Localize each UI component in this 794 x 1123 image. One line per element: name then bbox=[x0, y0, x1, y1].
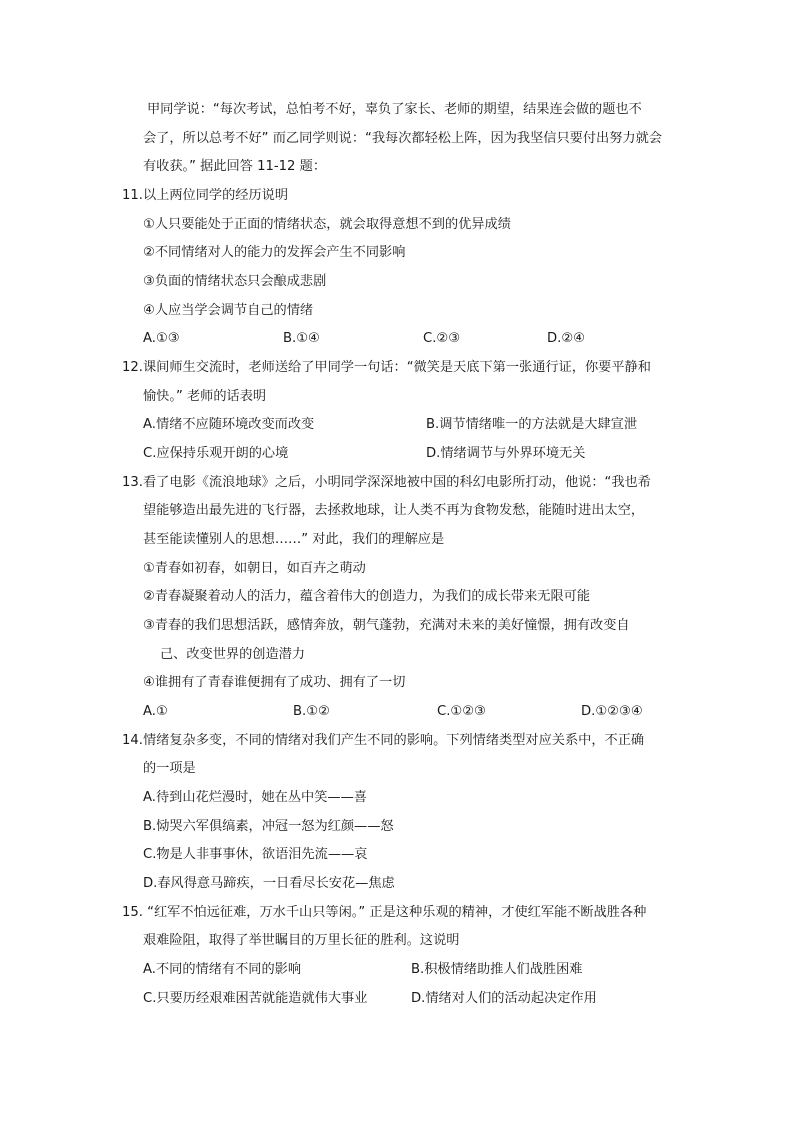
q15-stem-2: 艰难险阻，取得了举世瞩目的万里长征的胜利。这说明 bbox=[143, 933, 460, 948]
q13-stem-1: 13.看了电影《流浪地球》之后，小明同学深深地被中国的科幻电影所打动，他说：“我也希 bbox=[122, 475, 651, 490]
intro-line-3: 有收获。” 据此回答 11-12 题： bbox=[143, 159, 327, 174]
q15-option-c[interactable]: C.只要历经艰难困苦就能造就伟大事业 bbox=[143, 991, 368, 1006]
q14-option-c[interactable]: C.物是人非事事休，欲语泪先流——哀 bbox=[143, 847, 368, 862]
q14-option-d[interactable]: D.春风得意马蹄疾，一日看尽长安花—焦虑 bbox=[143, 876, 395, 891]
q14-option-b[interactable]: B.恸哭六军俱缟素，冲冠一怒为红颜——怒 bbox=[143, 819, 394, 834]
q12-stem-2: 愉快。” 老师的话表明 bbox=[143, 389, 267, 404]
q13-stem-3: 甚至能读懂别人的思想……” 对此，我们的理解应是 bbox=[143, 532, 445, 547]
q13-option-a[interactable]: A.① bbox=[143, 704, 168, 719]
q12-option-c[interactable]: C.应保持乐观开朗的心境 bbox=[143, 446, 289, 461]
intro-line-1: 甲同学说：“每次考试，总怕考不好，辜负了家长、老师的期望，结果连会做的题也不 bbox=[147, 102, 642, 117]
q15-option-b[interactable]: B.积极情绪助推人们战胜困难 bbox=[411, 962, 583, 977]
q12-option-a[interactable]: A.情绪不应随环境改变而改变 bbox=[143, 417, 315, 432]
q11-stem: 11.以上两位同学的经历说明 bbox=[122, 188, 289, 203]
q14-stem-2: 的一项是 bbox=[143, 761, 196, 776]
q14-stem-1: 14.情绪复杂多变，不同的情绪对我们产生不同的影响。下列情绪类型对应关系中，不正确 bbox=[122, 733, 645, 748]
q12-option-b[interactable]: B.调节情绪唯一的方法就是大肆宣泄 bbox=[426, 417, 638, 432]
q15-option-a[interactable]: A.不同的情绪有不同的影响 bbox=[143, 962, 302, 977]
q11-item-4: ④人应当学会调节自己的情绪 bbox=[143, 303, 314, 318]
q11-item-3: ③负面的情绪状态只会酿成悲剧 bbox=[143, 274, 327, 289]
q13-item-4: ④谁拥有了青春谁便拥有了成功、拥有了一切 bbox=[143, 675, 406, 690]
q13-option-c[interactable]: C.①②③ bbox=[437, 704, 486, 719]
q11-item-2: ②不同情绪对人的能力的发挥会产生不同影响 bbox=[143, 245, 406, 260]
intro-line-2: 会了，所以总考不好” 而乙同学则说：“我每次都轻松上阵，因为我坚信只要付出努力就会 bbox=[143, 131, 662, 146]
q11-item-1: ①人只要能处于正面的情绪状态，就会取得意想不到的优异成绩 bbox=[143, 217, 511, 232]
q12-stem-1: 12.课间师生交流时，老师送给了甲同学一句话：“微笑是天底下第一张通行证，你要平静和 bbox=[122, 360, 651, 375]
q15-option-d[interactable]: D.情绪对人们的活动起决定作用 bbox=[411, 991, 597, 1006]
q13-item-1: ①青春如初春，如朝日，如百卉之萌动 bbox=[143, 561, 366, 576]
q11-option-c[interactable]: C.②③ bbox=[423, 331, 461, 346]
q11-option-a[interactable]: A.①③ bbox=[143, 331, 180, 346]
q13-option-b[interactable]: B.①② bbox=[293, 704, 330, 719]
q13-option-d[interactable]: D.①②③④ bbox=[581, 704, 643, 719]
q11-option-d[interactable]: D.②④ bbox=[547, 331, 585, 346]
q12-option-d[interactable]: D.情绪调节与外界环境无关 bbox=[426, 446, 586, 461]
q11-option-b[interactable]: B.①④ bbox=[283, 331, 320, 346]
q13-stem-2: 望能够造出最先进的飞行器，去拯救地球，让人类不再为食物发愁，能随时进出太空， bbox=[143, 503, 645, 518]
q13-item-3-continued: 己、改变世界的创造潜力 bbox=[160, 647, 306, 662]
q13-item-2: ②青春凝聚着动人的活力，蕴含着伟大的创造力，为我们的成长带来无限可能 bbox=[143, 589, 591, 604]
q15-stem-1: 15. “红军不怕远征难，万水千山只等闲。” 正是这种乐观的精神，才使红军能不断战胜各种 bbox=[122, 905, 647, 920]
q14-option-a[interactable]: A.待到山花烂漫时，她在丛中笑——喜 bbox=[143, 790, 367, 805]
q13-item-3: ③青春的我们思想活跃，感情奔放，朝气蓬勃，充满对未来的美好憧憬，拥有改变自 bbox=[143, 618, 630, 633]
